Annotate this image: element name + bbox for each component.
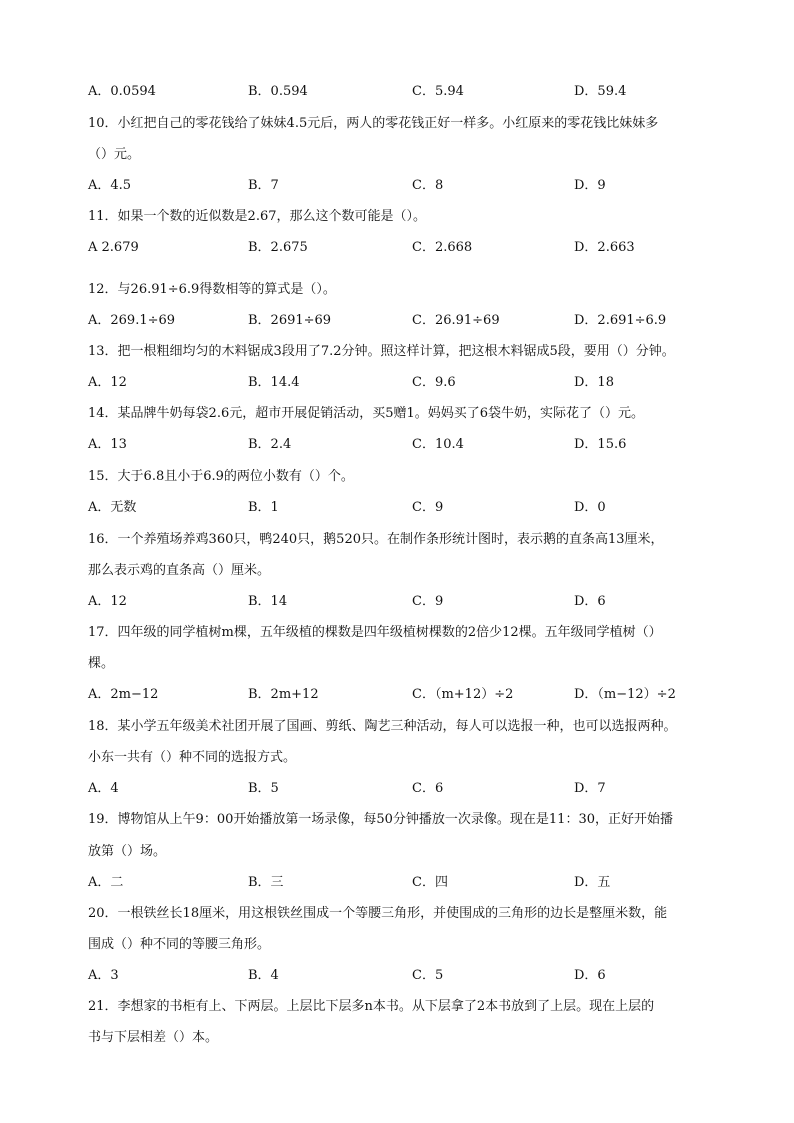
q20-options <box>88 968 718 984</box>
q15-options <box>88 500 718 516</box>
q19-option-d: D．五 <box>574 875 611 890</box>
q18-option-c: C．6 <box>412 781 444 796</box>
q19-option-b: B．三 <box>248 875 284 890</box>
q18-option-b: B．5 <box>248 781 279 796</box>
q11-option-b: B．2.675 <box>248 240 308 255</box>
q20-stem-line1: 20．一根铁丝长18厘米，用这根铁丝围成一个等腰三角形，并使围成的三角形的边长是整厘米数，能 <box>88 906 668 921</box>
q16-option-b: B．14 <box>248 594 288 609</box>
q9-option-c: C．5.94 <box>412 84 464 99</box>
q17-stem-line2: 棵。 <box>88 656 115 671</box>
q13-options <box>88 375 718 391</box>
q19-options <box>88 875 718 891</box>
q9-option-b: B．0.594 <box>248 84 308 99</box>
q11-option-a: A 2.679 <box>88 240 139 255</box>
q15-stem: 15．大于6.8且小于6.9的两位小数有（）个。 <box>88 469 354 484</box>
q21-stem-line2: 书与下层相差（）本。 <box>88 1030 219 1045</box>
q18-option-d: D．7 <box>574 781 606 796</box>
q17-option-d: D．（m−12）÷2 <box>574 687 676 702</box>
q10-option-b: B．7 <box>248 178 279 193</box>
q16-option-d: D．6 <box>574 594 606 609</box>
q15-option-a: A．无数 <box>88 500 137 515</box>
q10-option-d: D．9 <box>574 178 606 193</box>
q12-option-a: A．269.1÷69 <box>88 313 176 328</box>
q9-option-a: A．0.0594 <box>88 84 156 99</box>
q14-option-d: D．15.6 <box>574 437 627 452</box>
q14-option-b: B．2.4 <box>248 437 292 452</box>
q16-option-c: C．9 <box>412 594 444 609</box>
q14-stem: 14．某品牌牛奶每袋2.6元，超市开展促销活动，买5赠1。妈妈买了6袋牛奶，实际花了（）元。 <box>88 406 645 421</box>
q19-option-a: A．二 <box>88 875 124 890</box>
q16-stem-line1: 16．一个养殖场养鸡360只，鸭240只，鹅520只。在制作条形统计图时，表示鹅的直条高13厘米， <box>88 532 664 547</box>
q13-option-a: A．12 <box>88 375 127 390</box>
q11-option-c: C．2.668 <box>412 240 473 255</box>
q12-stem: 12．与26.91÷6.9得数相等的算式是（）。 <box>88 282 336 297</box>
q11-option-d: D．2.663 <box>574 240 635 255</box>
q17-option-a: A．2m−12 <box>88 687 159 702</box>
q20-option-a: A．3 <box>88 968 119 983</box>
q20-option-d: D．6 <box>574 968 606 983</box>
q15-option-b: B．1 <box>248 500 279 515</box>
q16-options <box>88 594 718 610</box>
q9-options <box>88 84 718 100</box>
q12-option-c: C．26.91÷69 <box>412 313 500 328</box>
q20-stem-line2: 围成（）种不同的等腰三角形。 <box>88 937 271 952</box>
q15-option-d: D．0 <box>574 500 606 515</box>
q15-option-c: C．9 <box>412 500 444 515</box>
q19-option-c: C．四 <box>412 875 448 890</box>
q12-option-d: D．2.691÷6.9 <box>574 313 667 328</box>
q13-stem: 13．把一根粗细均匀的木料锯成3段用了7.2分钟。照这样计算，把这根木料锯成5段，要用（）分钟。 <box>88 344 675 359</box>
q17-stem-line1: 17．四年级的同学植树m棵，五年级植的棵数是四年级植树棵数的2倍少12棵。五年级同学植树（） <box>88 625 662 640</box>
q10-option-c: C．8 <box>412 178 444 193</box>
q19-stem-line1: 19．博物馆从上午9：00开始播放第一场录像，每50分钟播放一次录像。现在是11：30，正好开始播 <box>88 812 673 827</box>
q16-option-a: A．12 <box>88 594 127 609</box>
q14-options <box>88 437 718 453</box>
q13-option-b: B．14.4 <box>248 375 300 390</box>
q17-option-b: B．2m+12 <box>248 687 319 702</box>
q17-option-c: C．（m+12）÷2 <box>412 687 514 702</box>
q14-option-c: C．10.4 <box>412 437 464 452</box>
q11-stem: 11．如果一个数的近似数是2.67，那么这个数可能是（）。 <box>88 209 426 224</box>
q17-options <box>88 687 718 703</box>
q11-options <box>88 240 718 256</box>
q13-option-c: C．9.6 <box>412 375 456 390</box>
q20-option-b: B．4 <box>248 968 279 983</box>
q21-stem-line1: 21．李想家的书柜有上、下两层。上层比下层多n本书。从下层拿了2本书放到了上层。现在上层的 <box>88 999 655 1014</box>
q18-stem-line1: 18．某小学五年级美术社团开展了国画、剪纸、陶艺三种活动，每人可以选报一种，也可以选报两种。 <box>88 719 677 734</box>
q10-option-a: A．4.5 <box>88 178 132 193</box>
q18-option-a: A．4 <box>88 781 119 796</box>
q16-stem-line2: 那么表示鸡的直条高（）厘米。 <box>88 563 271 578</box>
q10-stem-line2: （）元。 <box>88 147 141 162</box>
q12-option-b: B．2691÷69 <box>248 313 332 328</box>
q18-options <box>88 781 718 797</box>
q13-option-d: D．18 <box>574 375 614 390</box>
q19-stem-line2: 放第（）场。 <box>88 844 167 859</box>
q20-option-c: C．5 <box>412 968 444 983</box>
q10-stem-line1: 10．小红把自己的零花钱给了妹妹4.5元后，两人的零花钱正好一样多。小红原来的零花钱比妹妹多 <box>88 116 659 131</box>
q10-options <box>88 178 718 194</box>
q9-option-d: D．59.4 <box>574 84 627 99</box>
q18-stem-line2: 小东一共有（）种不同的选报方式。 <box>88 750 297 765</box>
q12-options <box>88 313 718 329</box>
q14-option-a: A．13 <box>88 437 127 452</box>
